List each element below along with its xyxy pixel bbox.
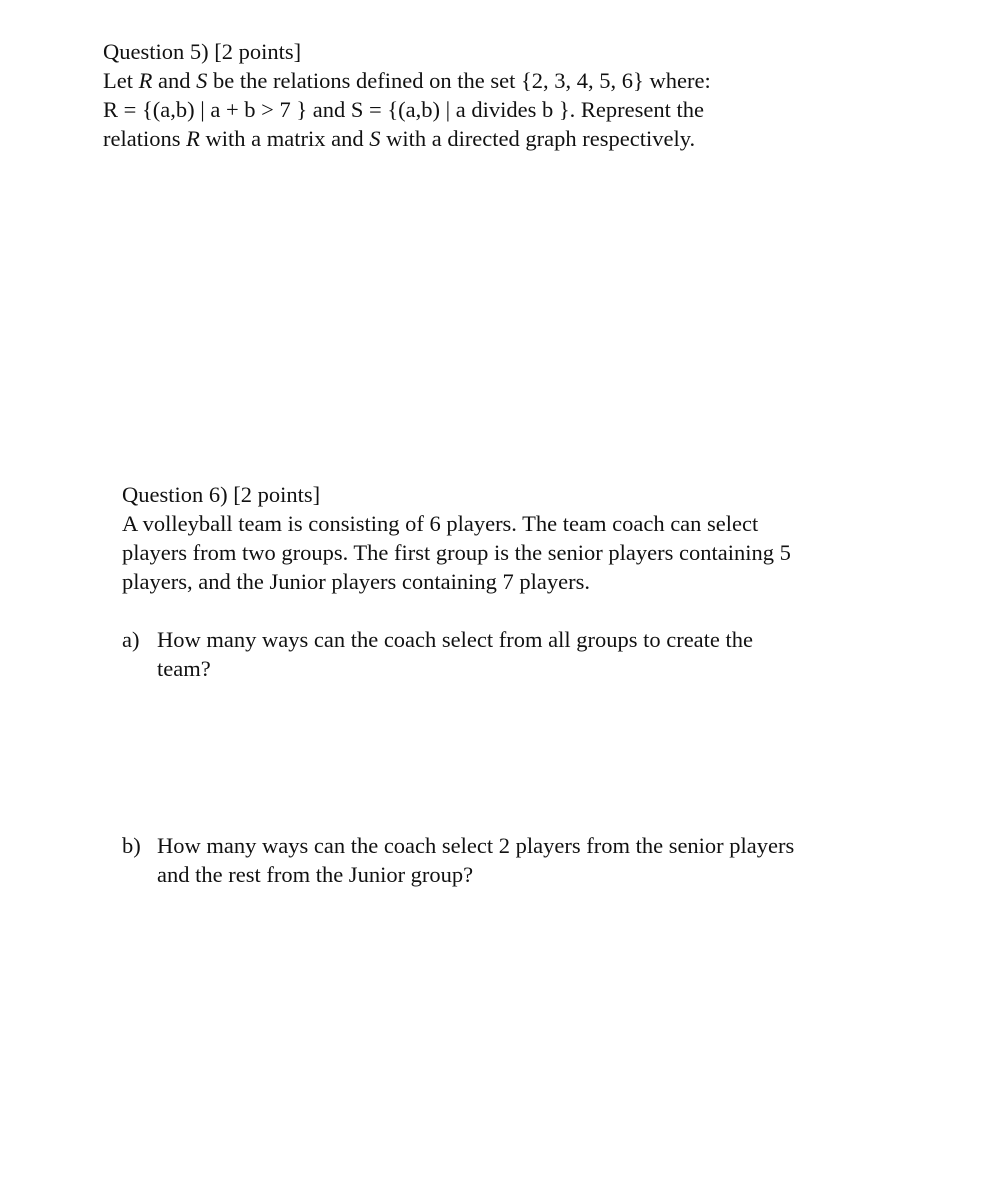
var-r: R <box>138 68 153 93</box>
q5-line3-mid: with a matrix and <box>199 126 370 151</box>
part-a-line: team? <box>157 656 211 681</box>
question-6 <box>122 480 791 596</box>
question-6-body-line: players from two groups. The first group is the senior players containing 5 <box>122 540 791 565</box>
q5-line3-pre: relations <box>103 126 187 151</box>
part-b-text <box>157 831 794 889</box>
q5-line3-post: with a directed graph respectively. <box>380 126 696 151</box>
part-a-line: How many ways can the coach select from all groups to create the <box>157 627 754 652</box>
question-6-body-line: players, and the Junior players containing 7 players. <box>122 569 590 594</box>
q5-line1-post: be the relations defined on the set {2, 3, 4, 5, 6} where: <box>207 68 711 93</box>
question-5-heading: Question 5) [2 points] <box>103 39 302 64</box>
part-b-line: How many ways can the coach select 2 players from the senior players <box>157 833 795 858</box>
question-6-heading: Question 6) [2 points] <box>122 482 321 507</box>
question-5-line-2: R = {(a,b) | a + b > 7 } and S = {(a,b) | a divides b }. Represent the <box>103 97 704 122</box>
question-5 <box>103 37 711 153</box>
question-5-line-1 <box>103 66 711 95</box>
var-s: S <box>196 68 208 93</box>
part-a-text <box>157 625 753 683</box>
var-r: R <box>186 126 200 151</box>
question-6-body-line: A volleyball team is consisting of 6 players. The team coach can select <box>122 511 759 536</box>
var-s: S <box>369 126 381 151</box>
question-5-line-3 <box>103 124 711 153</box>
part-b-line: and the rest from the Junior group? <box>157 862 474 887</box>
q5-line1-mid: and <box>152 68 197 93</box>
q5-line1-pre: Let <box>103 68 139 93</box>
part-a-marker: a) <box>122 627 140 652</box>
part-b-marker: b) <box>122 833 141 858</box>
